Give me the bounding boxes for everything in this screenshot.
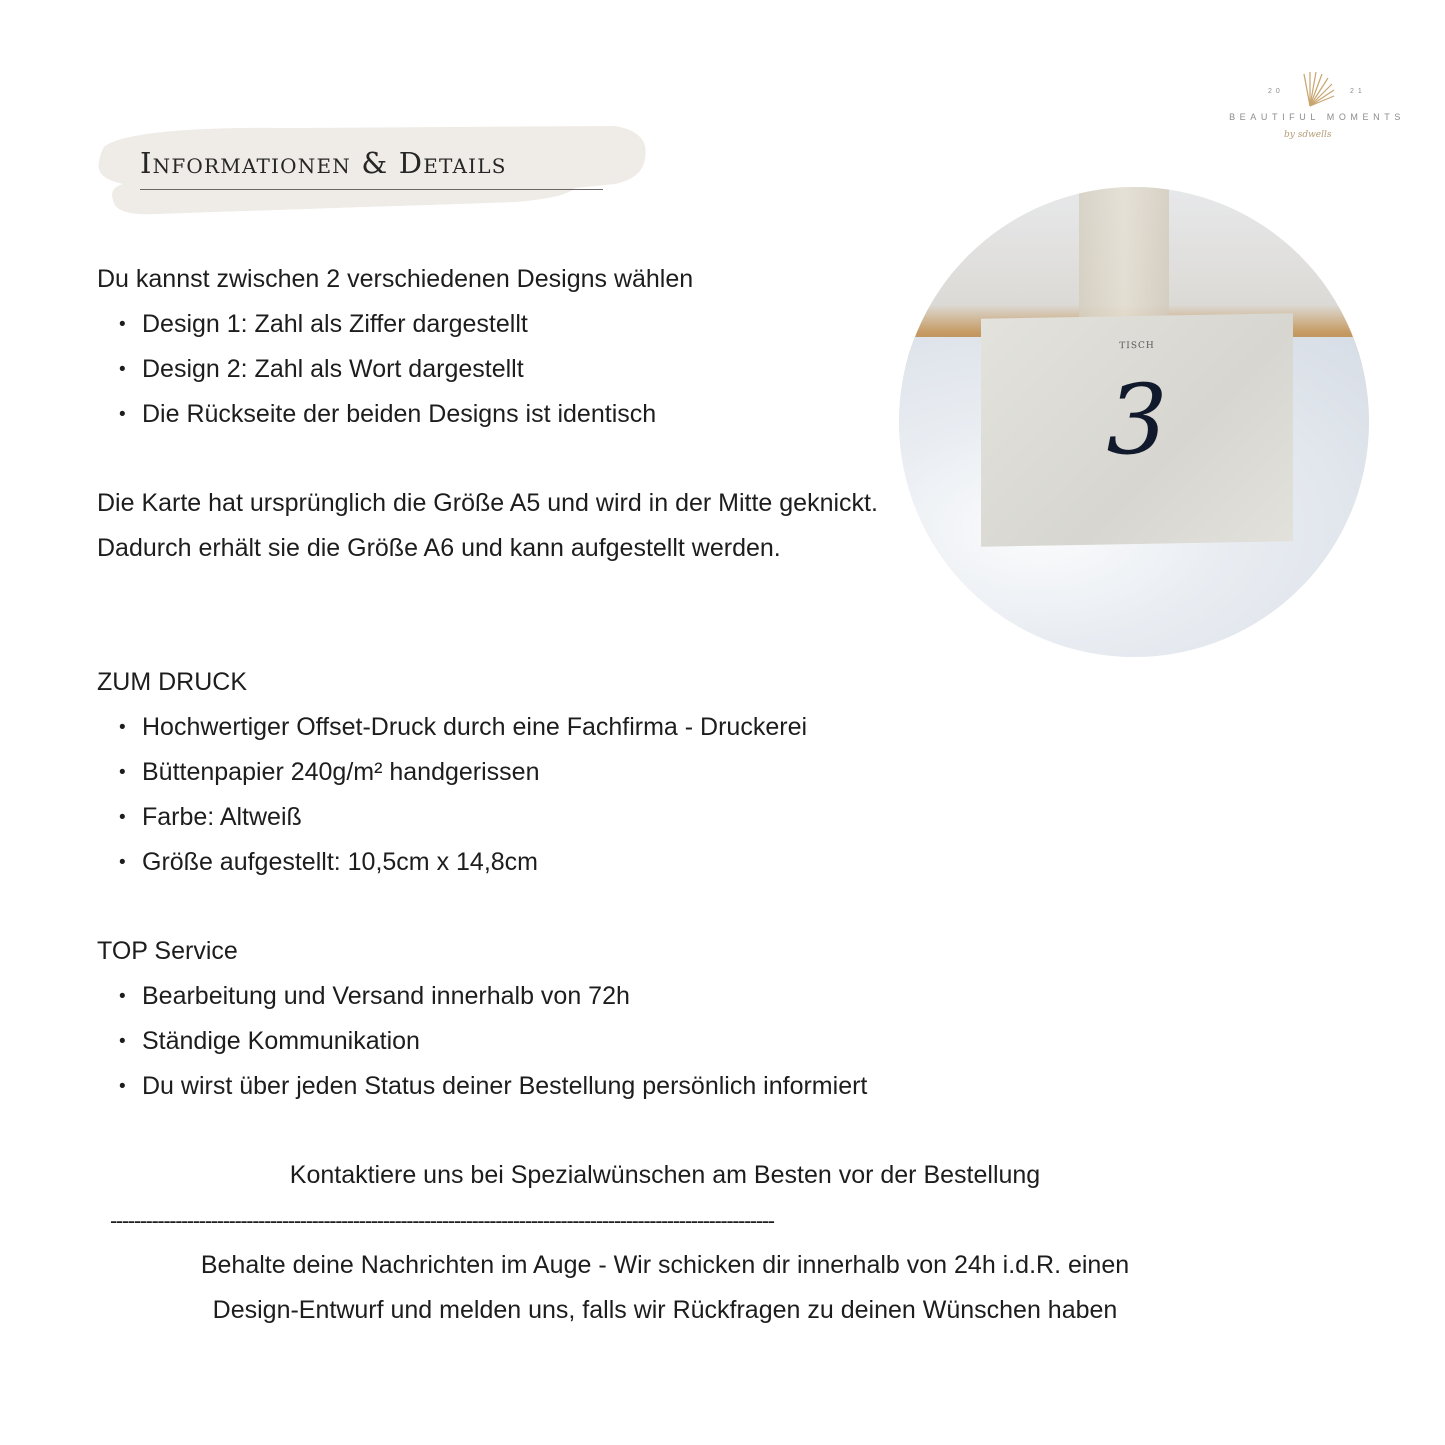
- card-label: TISCH: [1119, 340, 1155, 352]
- brand-logo: [1212, 68, 1422, 158]
- logo-brand: BEAUTIFUL MOMENTS: [1229, 112, 1405, 122]
- footer-note-line-1: Behalte deine Nachrichten im Auge - Wir schicken dir innerhalb von 24h i.d.R. einen: [200, 1251, 1130, 1279]
- section-heading: [95, 118, 655, 218]
- service-section: [97, 929, 867, 1109]
- druck-heading: ZUM DRUCK: [97, 668, 247, 696]
- palm-leaf-icon: [1302, 70, 1342, 108]
- list-item: • Du wirst über jeden Status deiner Bestellung persönlich informiert: [97, 1064, 867, 1109]
- list-item: • Größe aufgestellt: 10,5cm x 14,8cm: [97, 840, 807, 885]
- logo-year-left: 20: [1268, 88, 1284, 95]
- contact-note: Kontaktiere uns bei Spezialwünschen am Besten vor der Bestellung: [289, 1161, 1041, 1189]
- druck-section: [97, 660, 807, 885]
- designs-heading: Du kannst zwischen 2 verschiedenen Designs wählen: [97, 265, 694, 293]
- footer-note: [0, 1243, 1330, 1333]
- list-item: • Hochwertiger Offset-Druck durch eine Fachfirma - Druckerei: [97, 705, 807, 750]
- logo-signature: by sdwells: [1284, 130, 1332, 140]
- card-info-section: [97, 481, 887, 571]
- list-item: • Design 2: Zahl als Wort dargestellt: [97, 347, 693, 392]
- title-underline: [140, 189, 603, 190]
- service-heading: TOP Service: [97, 937, 238, 965]
- card-number: 3: [1106, 363, 1168, 477]
- dashed-divider: ----------------------------------------------------------------------------------------------------------------: [110, 1208, 774, 1233]
- list-item: • Farbe: Altweiß: [97, 795, 807, 840]
- list-item: • Ständige Kommunikation: [97, 1019, 867, 1064]
- list-item: • Bearbeitung und Versand innerhalb von 72h: [97, 974, 867, 1019]
- product-photo: [899, 187, 1369, 657]
- list-item: • Die Rückseite der beiden Designs ist identisch: [97, 392, 693, 437]
- card-info-text: Die Karte hat ursprünglich die Größe A5 und wird in der Mitte geknickt. Dadurch erhält sie die Größe A6 und kann aufgestellt werden.: [97, 489, 878, 562]
- footer-note-line-2: Design-Entwurf und melden uns, falls wir Rückfragen zu deinen Wünschen haben: [212, 1296, 1118, 1324]
- logo-year-right: 21: [1350, 88, 1366, 95]
- list-item: • Design 1: Zahl als Ziffer dargestellt: [97, 302, 693, 347]
- designs-section: [97, 257, 693, 437]
- list-item: • Büttenpapier 240g/m² handgerissen: [97, 750, 807, 795]
- table-card: [981, 313, 1293, 546]
- page-title: Informationen & Details: [140, 146, 507, 180]
